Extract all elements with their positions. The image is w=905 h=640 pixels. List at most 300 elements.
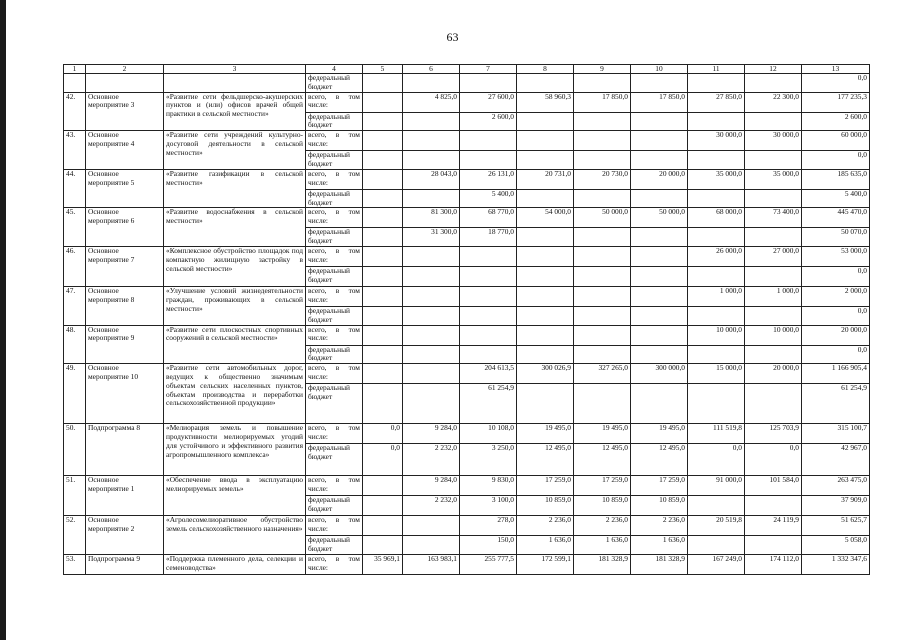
row-description: «Мелиорация земель и повышение продуктивности мелиорируемых угодий для устойчивого и эффективного развития агропромышленного комплекса» xyxy=(164,424,306,476)
table-row xyxy=(64,169,870,189)
amount-cell: 2 232,0 xyxy=(403,496,460,516)
row-name: Основное мероприятие 2 xyxy=(86,516,164,555)
amount-cell: 172 599,1 xyxy=(517,554,574,574)
column-number: 1 xyxy=(64,65,86,74)
amount-cell xyxy=(745,151,802,170)
amount-cell: 300 026,9 xyxy=(517,364,574,384)
amount-cell xyxy=(517,246,574,266)
amount-cell xyxy=(688,112,745,131)
funding-source-label: федеральный бюджет xyxy=(306,74,363,93)
amount-cell xyxy=(460,306,517,325)
amount-cell xyxy=(363,208,403,228)
amount-cell xyxy=(363,74,403,93)
amount-cell: 3 100,0 xyxy=(460,496,517,516)
amount-cell: 2 236,0 xyxy=(517,516,574,536)
row-description: «Комплексное обустройство площадок под компактную жилищную застройку в сельской местности» xyxy=(164,246,306,286)
amount-cell: 17 850,0 xyxy=(574,92,631,112)
amount-cell xyxy=(631,266,688,286)
amount-cell: 167 249,0 xyxy=(688,554,745,574)
amount-cell xyxy=(688,536,745,555)
amount-cell xyxy=(460,131,517,151)
amount-cell xyxy=(403,74,460,93)
page-edge-bar xyxy=(0,0,6,640)
amount-cell: 24 119,9 xyxy=(745,516,802,536)
amount-cell: 278,0 xyxy=(460,516,517,536)
amount-cell: 181 328,9 xyxy=(631,554,688,574)
row-description: «Развитие сети фельдшерско-акушерских пунктов и (или) офисов врачей общей практики в сельской местности» xyxy=(164,92,306,131)
amount-cell: 19 495,0 xyxy=(574,424,631,444)
amount-cell: 50 070,0 xyxy=(802,228,870,247)
amount-cell: 327 265,0 xyxy=(574,364,631,384)
table-row xyxy=(64,424,870,444)
amount-cell xyxy=(745,345,802,364)
amount-cell: 2 236,0 xyxy=(574,516,631,536)
amount-cell: 27 850,0 xyxy=(688,92,745,112)
row-name: Подпрограмма 8 xyxy=(86,424,164,476)
amount-cell: 17 259,0 xyxy=(631,476,688,496)
table-row xyxy=(64,74,870,93)
amount-cell: 35 000,0 xyxy=(745,169,802,189)
amount-cell: 10 000,0 xyxy=(745,325,802,345)
amount-cell: 17 259,0 xyxy=(517,476,574,496)
column-number: 12 xyxy=(745,65,802,74)
amount-cell xyxy=(460,151,517,170)
amount-cell xyxy=(517,325,574,345)
amount-cell: 163 983,1 xyxy=(403,554,460,574)
row-number: 46. xyxy=(64,246,86,286)
row-name xyxy=(86,74,164,93)
amount-cell xyxy=(517,151,574,170)
amount-cell xyxy=(363,246,403,266)
amount-cell: 2 232,0 xyxy=(403,444,460,476)
amount-cell xyxy=(631,189,688,208)
funding-source-label: федеральный бюджет xyxy=(306,189,363,208)
funding-source-label: всего, в том числе: xyxy=(306,286,363,306)
amount-cell: 2 236,0 xyxy=(631,516,688,536)
funding-source-label: федеральный бюджет xyxy=(306,266,363,286)
amount-cell: 12 495,0 xyxy=(631,444,688,476)
amount-cell xyxy=(363,112,403,131)
amount-cell xyxy=(403,131,460,151)
amount-cell: 10 859,0 xyxy=(574,496,631,516)
amount-cell: 17 850,0 xyxy=(631,92,688,112)
row-name: Основное мероприятие 10 xyxy=(86,364,164,424)
amount-cell xyxy=(574,384,631,424)
amount-cell: 19 495,0 xyxy=(631,424,688,444)
amount-cell xyxy=(363,151,403,170)
amount-cell xyxy=(460,286,517,306)
funding-source-label: всего, в том числе: xyxy=(306,424,363,444)
row-name: Основное мероприятие 9 xyxy=(86,325,164,364)
amount-cell xyxy=(688,496,745,516)
amount-cell: 0,0 xyxy=(802,306,870,325)
amount-cell xyxy=(574,306,631,325)
amount-cell: 9 284,0 xyxy=(403,424,460,444)
amount-cell xyxy=(517,384,574,424)
amount-cell xyxy=(688,384,745,424)
amount-cell: 125 703,9 xyxy=(745,424,802,444)
row-name: Основное мероприятие 8 xyxy=(86,286,164,325)
amount-cell xyxy=(363,516,403,536)
amount-cell xyxy=(745,74,802,93)
amount-cell xyxy=(688,345,745,364)
amount-cell xyxy=(517,266,574,286)
amount-cell xyxy=(403,246,460,266)
amount-cell: 0,0 xyxy=(802,151,870,170)
row-description: «Агролесомелиоративное обустройство земель сельскохозяйственного назначения» xyxy=(164,516,306,555)
amount-cell: 2 600,0 xyxy=(460,112,517,131)
row-description: «Улучшение условий жизнедеятельности граждан, проживающих в сельской местности» xyxy=(164,286,306,325)
row-number: 49. xyxy=(64,364,86,424)
column-number: 10 xyxy=(631,65,688,74)
amount-cell: 5 058,0 xyxy=(802,536,870,555)
amount-cell xyxy=(363,496,403,516)
amount-cell: 0,0 xyxy=(363,444,403,476)
amount-cell: 26 000,0 xyxy=(688,246,745,266)
table-row xyxy=(64,364,870,384)
amount-cell xyxy=(631,151,688,170)
row-description: «Развитие сети автомобильных дорог, ведущих к общественно значимым объектам сельских населенных пунктов, объектам производства и переработки сельскохозяйственной продукции» xyxy=(164,364,306,424)
amount-cell xyxy=(363,306,403,325)
amount-cell: 111 519,8 xyxy=(688,424,745,444)
funding-source-label: всего, в том числе: xyxy=(306,208,363,228)
amount-cell: 1 166 905,4 xyxy=(802,364,870,384)
row-number: 45. xyxy=(64,208,86,247)
amount-cell xyxy=(460,246,517,266)
amount-cell xyxy=(363,92,403,112)
amount-cell xyxy=(574,151,631,170)
budget-table xyxy=(63,64,870,575)
page-number: 63 xyxy=(446,30,459,44)
amount-cell xyxy=(745,384,802,424)
amount-cell xyxy=(363,384,403,424)
amount-cell: 12 495,0 xyxy=(574,444,631,476)
amount-cell xyxy=(363,228,403,247)
amount-cell: 0,0 xyxy=(802,74,870,93)
funding-source-label: всего, в том числе: xyxy=(306,169,363,189)
amount-cell xyxy=(363,536,403,555)
amount-cell: 1 000,0 xyxy=(745,286,802,306)
funding-source-label: федеральный бюджет xyxy=(306,496,363,516)
amount-cell xyxy=(688,74,745,93)
amount-cell: 19 495,0 xyxy=(517,424,574,444)
amount-cell xyxy=(363,364,403,384)
amount-cell xyxy=(517,228,574,247)
row-description: «Развитие водоснабжения в сельской местности» xyxy=(164,208,306,247)
amount-cell xyxy=(688,228,745,247)
amount-cell: 12 495,0 xyxy=(517,444,574,476)
amount-cell: 181 328,9 xyxy=(574,554,631,574)
amount-cell xyxy=(574,246,631,266)
column-number: 3 xyxy=(164,65,306,74)
amount-cell xyxy=(574,189,631,208)
row-name: Основное мероприятие 7 xyxy=(86,246,164,286)
amount-cell xyxy=(363,345,403,364)
amount-cell xyxy=(517,306,574,325)
amount-cell xyxy=(403,325,460,345)
amount-cell: 10 000,0 xyxy=(688,325,745,345)
amount-cell xyxy=(403,306,460,325)
amount-cell: 2 600,0 xyxy=(802,112,870,131)
amount-cell: 26 131,0 xyxy=(460,169,517,189)
amount-cell: 3 250,0 xyxy=(460,444,517,476)
row-number: 51. xyxy=(64,476,86,516)
amount-cell xyxy=(403,516,460,536)
amount-cell xyxy=(517,286,574,306)
amount-cell xyxy=(517,189,574,208)
column-number: 2 xyxy=(86,65,164,74)
amount-cell xyxy=(460,74,517,93)
row-description: «Развитие сети плоскостных спортивных сооружений в сельской местности» xyxy=(164,325,306,364)
amount-cell xyxy=(460,325,517,345)
row-number: 53. xyxy=(64,554,86,574)
amount-cell: 0,0 xyxy=(745,444,802,476)
column-number: 8 xyxy=(517,65,574,74)
amount-cell: 0,0 xyxy=(688,444,745,476)
amount-cell xyxy=(574,228,631,247)
amount-cell xyxy=(517,112,574,131)
amount-cell: 20 000,0 xyxy=(745,364,802,384)
amount-cell xyxy=(631,306,688,325)
funding-source-label: всего, в том числе: xyxy=(306,554,363,574)
amount-cell xyxy=(631,384,688,424)
amount-cell xyxy=(574,266,631,286)
amount-cell: 150,0 xyxy=(460,536,517,555)
funding-source-label: федеральный бюджет xyxy=(306,112,363,131)
amount-cell xyxy=(363,266,403,286)
amount-cell: 300 000,0 xyxy=(631,364,688,384)
amount-cell: 101 584,0 xyxy=(745,476,802,496)
row-name: Основное мероприятие 3 xyxy=(86,92,164,131)
amount-cell: 18 770,0 xyxy=(460,228,517,247)
amount-cell xyxy=(745,496,802,516)
amount-cell: 445 470,0 xyxy=(802,208,870,228)
amount-cell: 30 000,0 xyxy=(688,131,745,151)
amount-cell xyxy=(631,74,688,93)
amount-cell: 1 636,0 xyxy=(574,536,631,555)
row-number: 42. xyxy=(64,92,86,131)
funding-source-label: всего, в том числе: xyxy=(306,92,363,112)
amount-cell: 177 235,3 xyxy=(802,92,870,112)
amount-cell: 27 600,0 xyxy=(460,92,517,112)
column-number-row xyxy=(64,65,870,74)
row-description: «Развитие сети учреждений культурно-досуговой деятельности в сельской местности» xyxy=(164,131,306,170)
amount-cell: 1 636,0 xyxy=(631,536,688,555)
amount-cell xyxy=(403,189,460,208)
amount-cell: 1 332 347,6 xyxy=(802,554,870,574)
amount-cell xyxy=(403,364,460,384)
row-number: 43. xyxy=(64,131,86,170)
amount-cell: 9 830,0 xyxy=(460,476,517,496)
amount-cell: 263 475,0 xyxy=(802,476,870,496)
amount-cell: 174 112,0 xyxy=(745,554,802,574)
amount-cell: 73 400,0 xyxy=(745,208,802,228)
amount-cell xyxy=(688,306,745,325)
table-row xyxy=(64,208,870,228)
row-number: 47. xyxy=(64,286,86,325)
amount-cell: 20 731,0 xyxy=(517,169,574,189)
amount-cell: 204 613,5 xyxy=(460,364,517,384)
column-number: 9 xyxy=(574,65,631,74)
amount-cell: 4 825,0 xyxy=(403,92,460,112)
amount-cell xyxy=(631,131,688,151)
amount-cell: 20 000,0 xyxy=(802,325,870,345)
row-description: «Развитие газификации в сельской местности» xyxy=(164,169,306,208)
funding-source-label: всего, в том числе: xyxy=(306,476,363,496)
amount-cell xyxy=(403,266,460,286)
amount-cell: 81 300,0 xyxy=(403,208,460,228)
amount-cell: 54 000,0 xyxy=(517,208,574,228)
amount-cell: 31 300,0 xyxy=(403,228,460,247)
amount-cell: 68 000,0 xyxy=(688,208,745,228)
amount-cell xyxy=(517,131,574,151)
amount-cell xyxy=(363,286,403,306)
amount-cell: 42 967,0 xyxy=(802,444,870,476)
funding-source-label: федеральный бюджет xyxy=(306,228,363,247)
amount-cell: 53 000,0 xyxy=(802,246,870,266)
amount-cell: 27 000,0 xyxy=(745,246,802,266)
amount-cell xyxy=(574,325,631,345)
row-name: Подпрограмма 9 xyxy=(86,554,164,574)
amount-cell xyxy=(363,169,403,189)
funding-source-label: федеральный бюджет xyxy=(306,151,363,170)
amount-cell xyxy=(363,476,403,496)
amount-cell: 91 000,0 xyxy=(688,476,745,496)
amount-cell xyxy=(460,345,517,364)
table-row xyxy=(64,554,870,574)
amount-cell: 30 000,0 xyxy=(745,131,802,151)
row-name: Основное мероприятие 5 xyxy=(86,169,164,208)
amount-cell: 37 909,0 xyxy=(802,496,870,516)
amount-cell: 15 000,0 xyxy=(688,364,745,384)
table-row xyxy=(64,516,870,536)
amount-cell: 2 000,0 xyxy=(802,286,870,306)
amount-cell xyxy=(403,151,460,170)
amount-cell xyxy=(631,286,688,306)
row-description xyxy=(164,74,306,93)
funding-source-label: федеральный бюджет xyxy=(306,536,363,555)
amount-cell: 61 254,9 xyxy=(802,384,870,424)
amount-cell xyxy=(403,384,460,424)
amount-cell xyxy=(631,345,688,364)
column-number: 4 xyxy=(306,65,363,74)
amount-cell xyxy=(363,131,403,151)
amount-cell xyxy=(688,189,745,208)
funding-source-label: федеральный бюджет xyxy=(306,306,363,325)
amount-cell xyxy=(574,345,631,364)
column-number: 11 xyxy=(688,65,745,74)
column-number: 6 xyxy=(403,65,460,74)
amount-cell: 0,0 xyxy=(802,345,870,364)
amount-cell: 1 636,0 xyxy=(517,536,574,555)
amount-cell xyxy=(574,112,631,131)
row-name: Основное мероприятие 4 xyxy=(86,131,164,170)
funding-source-label: всего, в том числе: xyxy=(306,246,363,266)
table-row xyxy=(64,131,870,151)
amount-cell xyxy=(688,266,745,286)
table-row xyxy=(64,92,870,112)
row-description: «Поддержка племенного дела, селекции и семеноводства» xyxy=(164,554,306,574)
amount-cell xyxy=(403,286,460,306)
row-number: 50. xyxy=(64,424,86,476)
amount-cell: 51 625,7 xyxy=(802,516,870,536)
amount-cell: 9 284,0 xyxy=(403,476,460,496)
column-number: 7 xyxy=(460,65,517,74)
amount-cell: 5 400,0 xyxy=(802,189,870,208)
table-row xyxy=(64,286,870,306)
amount-cell: 60 000,0 xyxy=(802,131,870,151)
amount-cell: 17 259,0 xyxy=(574,476,631,496)
amount-cell: 0,0 xyxy=(363,424,403,444)
amount-cell: 0,0 xyxy=(802,266,870,286)
amount-cell xyxy=(403,345,460,364)
amount-cell xyxy=(688,151,745,170)
amount-cell: 20 000,0 xyxy=(631,169,688,189)
amount-cell xyxy=(517,345,574,364)
amount-cell xyxy=(574,74,631,93)
amount-cell: 35 969,1 xyxy=(363,554,403,574)
amount-cell xyxy=(745,228,802,247)
funding-source-label: всего, в том числе: xyxy=(306,364,363,384)
amount-cell: 315 100,7 xyxy=(802,424,870,444)
column-number: 5 xyxy=(363,65,403,74)
amount-cell xyxy=(745,306,802,325)
table-row xyxy=(64,246,870,266)
amount-cell xyxy=(631,228,688,247)
amount-cell xyxy=(460,266,517,286)
funding-source-label: федеральный бюджет xyxy=(306,345,363,364)
amount-cell: 35 000,0 xyxy=(688,169,745,189)
amount-cell xyxy=(517,74,574,93)
row-number: 48. xyxy=(64,325,86,364)
amount-cell xyxy=(745,112,802,131)
funding-source-label: всего, в том числе: xyxy=(306,516,363,536)
row-number: 44. xyxy=(64,169,86,208)
amount-cell: 50 000,0 xyxy=(631,208,688,228)
amount-cell xyxy=(745,189,802,208)
amount-cell: 22 300,0 xyxy=(745,92,802,112)
table-row xyxy=(64,325,870,345)
row-description: «Обеспечение ввода в эксплуатацию мелиорируемых земель» xyxy=(164,476,306,516)
amount-cell: 68 770,0 xyxy=(460,208,517,228)
amount-cell: 20 730,0 xyxy=(574,169,631,189)
amount-cell xyxy=(631,325,688,345)
amount-cell xyxy=(363,189,403,208)
amount-cell: 28 043,0 xyxy=(403,169,460,189)
amount-cell xyxy=(574,286,631,306)
amount-cell: 255 777,5 xyxy=(460,554,517,574)
funding-source-label: всего, в том числе: xyxy=(306,325,363,345)
amount-cell xyxy=(745,266,802,286)
amount-cell xyxy=(631,246,688,266)
amount-cell xyxy=(631,112,688,131)
amount-cell: 1 000,0 xyxy=(688,286,745,306)
amount-cell: 185 635,0 xyxy=(802,169,870,189)
row-number xyxy=(64,74,86,93)
column-number: 13 xyxy=(802,65,870,74)
amount-cell: 61 254,9 xyxy=(460,384,517,424)
funding-source-label: всего, в том числе: xyxy=(306,131,363,151)
amount-cell: 20 519,8 xyxy=(688,516,745,536)
amount-cell xyxy=(363,325,403,345)
row-name: Основное мероприятие 1 xyxy=(86,476,164,516)
row-number: 52. xyxy=(64,516,86,555)
amount-cell xyxy=(403,536,460,555)
row-name: Основное мероприятие 6 xyxy=(86,208,164,247)
amount-cell xyxy=(574,131,631,151)
amount-cell: 10 859,0 xyxy=(631,496,688,516)
table-row xyxy=(64,476,870,496)
